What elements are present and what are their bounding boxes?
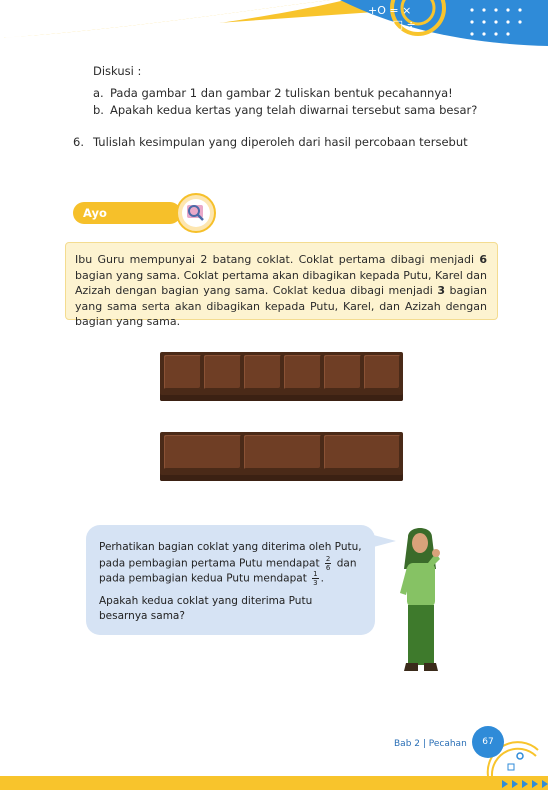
chocolate-piece	[284, 355, 321, 389]
chapter-label: Bab 2 | Pecahan	[394, 739, 467, 749]
frac-numerator: 2	[325, 555, 331, 563]
bubble-line-3-end: .	[320, 572, 324, 585]
task-6	[73, 135, 468, 149]
story-text-2: bagian yang sama. Coklat pertama akan dibagikan kepada Putu, Karel dan Azizah dengan bagian yang sama. Coklat kedua dibagi menjadi	[75, 268, 488, 297]
chocolate-bar-three-pieces	[160, 432, 403, 481]
chocolate-bar-six-pieces	[160, 352, 403, 401]
story-number-6: 6	[479, 253, 487, 266]
arrow-icons	[498, 778, 548, 790]
bubble-line-3-text: pada pembagian kedua Putu mendapat	[99, 572, 307, 585]
task-marker: 6.	[73, 135, 84, 149]
item-text: Apakah kedua kertas yang telah diwarnai tersebut sama besar?	[110, 103, 478, 117]
chocolate-piece	[244, 435, 321, 469]
chocolate-piece	[164, 435, 241, 469]
frac-numerator: 1	[313, 570, 318, 578]
discussion-item-a	[93, 86, 453, 100]
magnifier-icon	[176, 193, 216, 233]
frac-denominator: 6	[325, 564, 331, 572]
item-text: Pada gambar 1 dan gambar 2 tuliskan bentuk pecahannya!	[110, 86, 453, 100]
bubble-line-2-text: pada pembagian pertama Putu mendapat	[99, 557, 320, 570]
header-decoration	[0, 0, 548, 60]
story-text-1: Ibu Guru mempunyai 2 batang coklat. Coklat pertama dibagi menjadi	[75, 253, 480, 266]
item-marker: a.	[93, 86, 104, 100]
page-number: 67	[472, 726, 504, 758]
item-marker: b.	[93, 103, 104, 117]
chocolate-piece	[324, 355, 361, 389]
bubble-line-1: Perhatikan bagian coklat yang diterima oleh Putu,	[99, 541, 362, 553]
svg-text:+O = ×: +O = ×	[368, 4, 412, 17]
fraction-two-sixths	[325, 555, 331, 572]
discussion-item-b	[93, 103, 477, 117]
chocolate-piece	[324, 435, 400, 469]
bubble-line-2-end: dan	[336, 557, 357, 570]
svg-text:÷ △ □ ÷: ÷ △ □ ÷	[368, 18, 416, 31]
task-text: Tulislah kesimpulan yang diperoleh dari hasil percobaan tersebut	[93, 135, 468, 149]
bubble-question: Apakah kedua coklat yang diterima Putu besarnya sama?	[99, 595, 313, 622]
chocolate-piece	[204, 355, 241, 389]
story-text-3: bagian yang sama serta akan dibagikan kepada Putu, Karel, dan Azizah dengan bagian yang sama.	[75, 284, 487, 328]
chocolate-piece	[364, 355, 400, 389]
fraction-one-third	[312, 570, 318, 587]
chocolate-piece	[244, 355, 281, 389]
story-box	[65, 242, 498, 328]
story-number-3: 3	[437, 284, 445, 297]
bubble-line-3	[99, 570, 324, 587]
student-girl-illustration	[392, 523, 452, 678]
bottom-band	[0, 776, 548, 790]
frac-denominator: 3	[313, 579, 318, 587]
discussion-heading: Diskusi :	[93, 64, 142, 78]
chocolate-piece	[164, 355, 201, 389]
section-label: Ayo Mengamati	[73, 202, 181, 224]
